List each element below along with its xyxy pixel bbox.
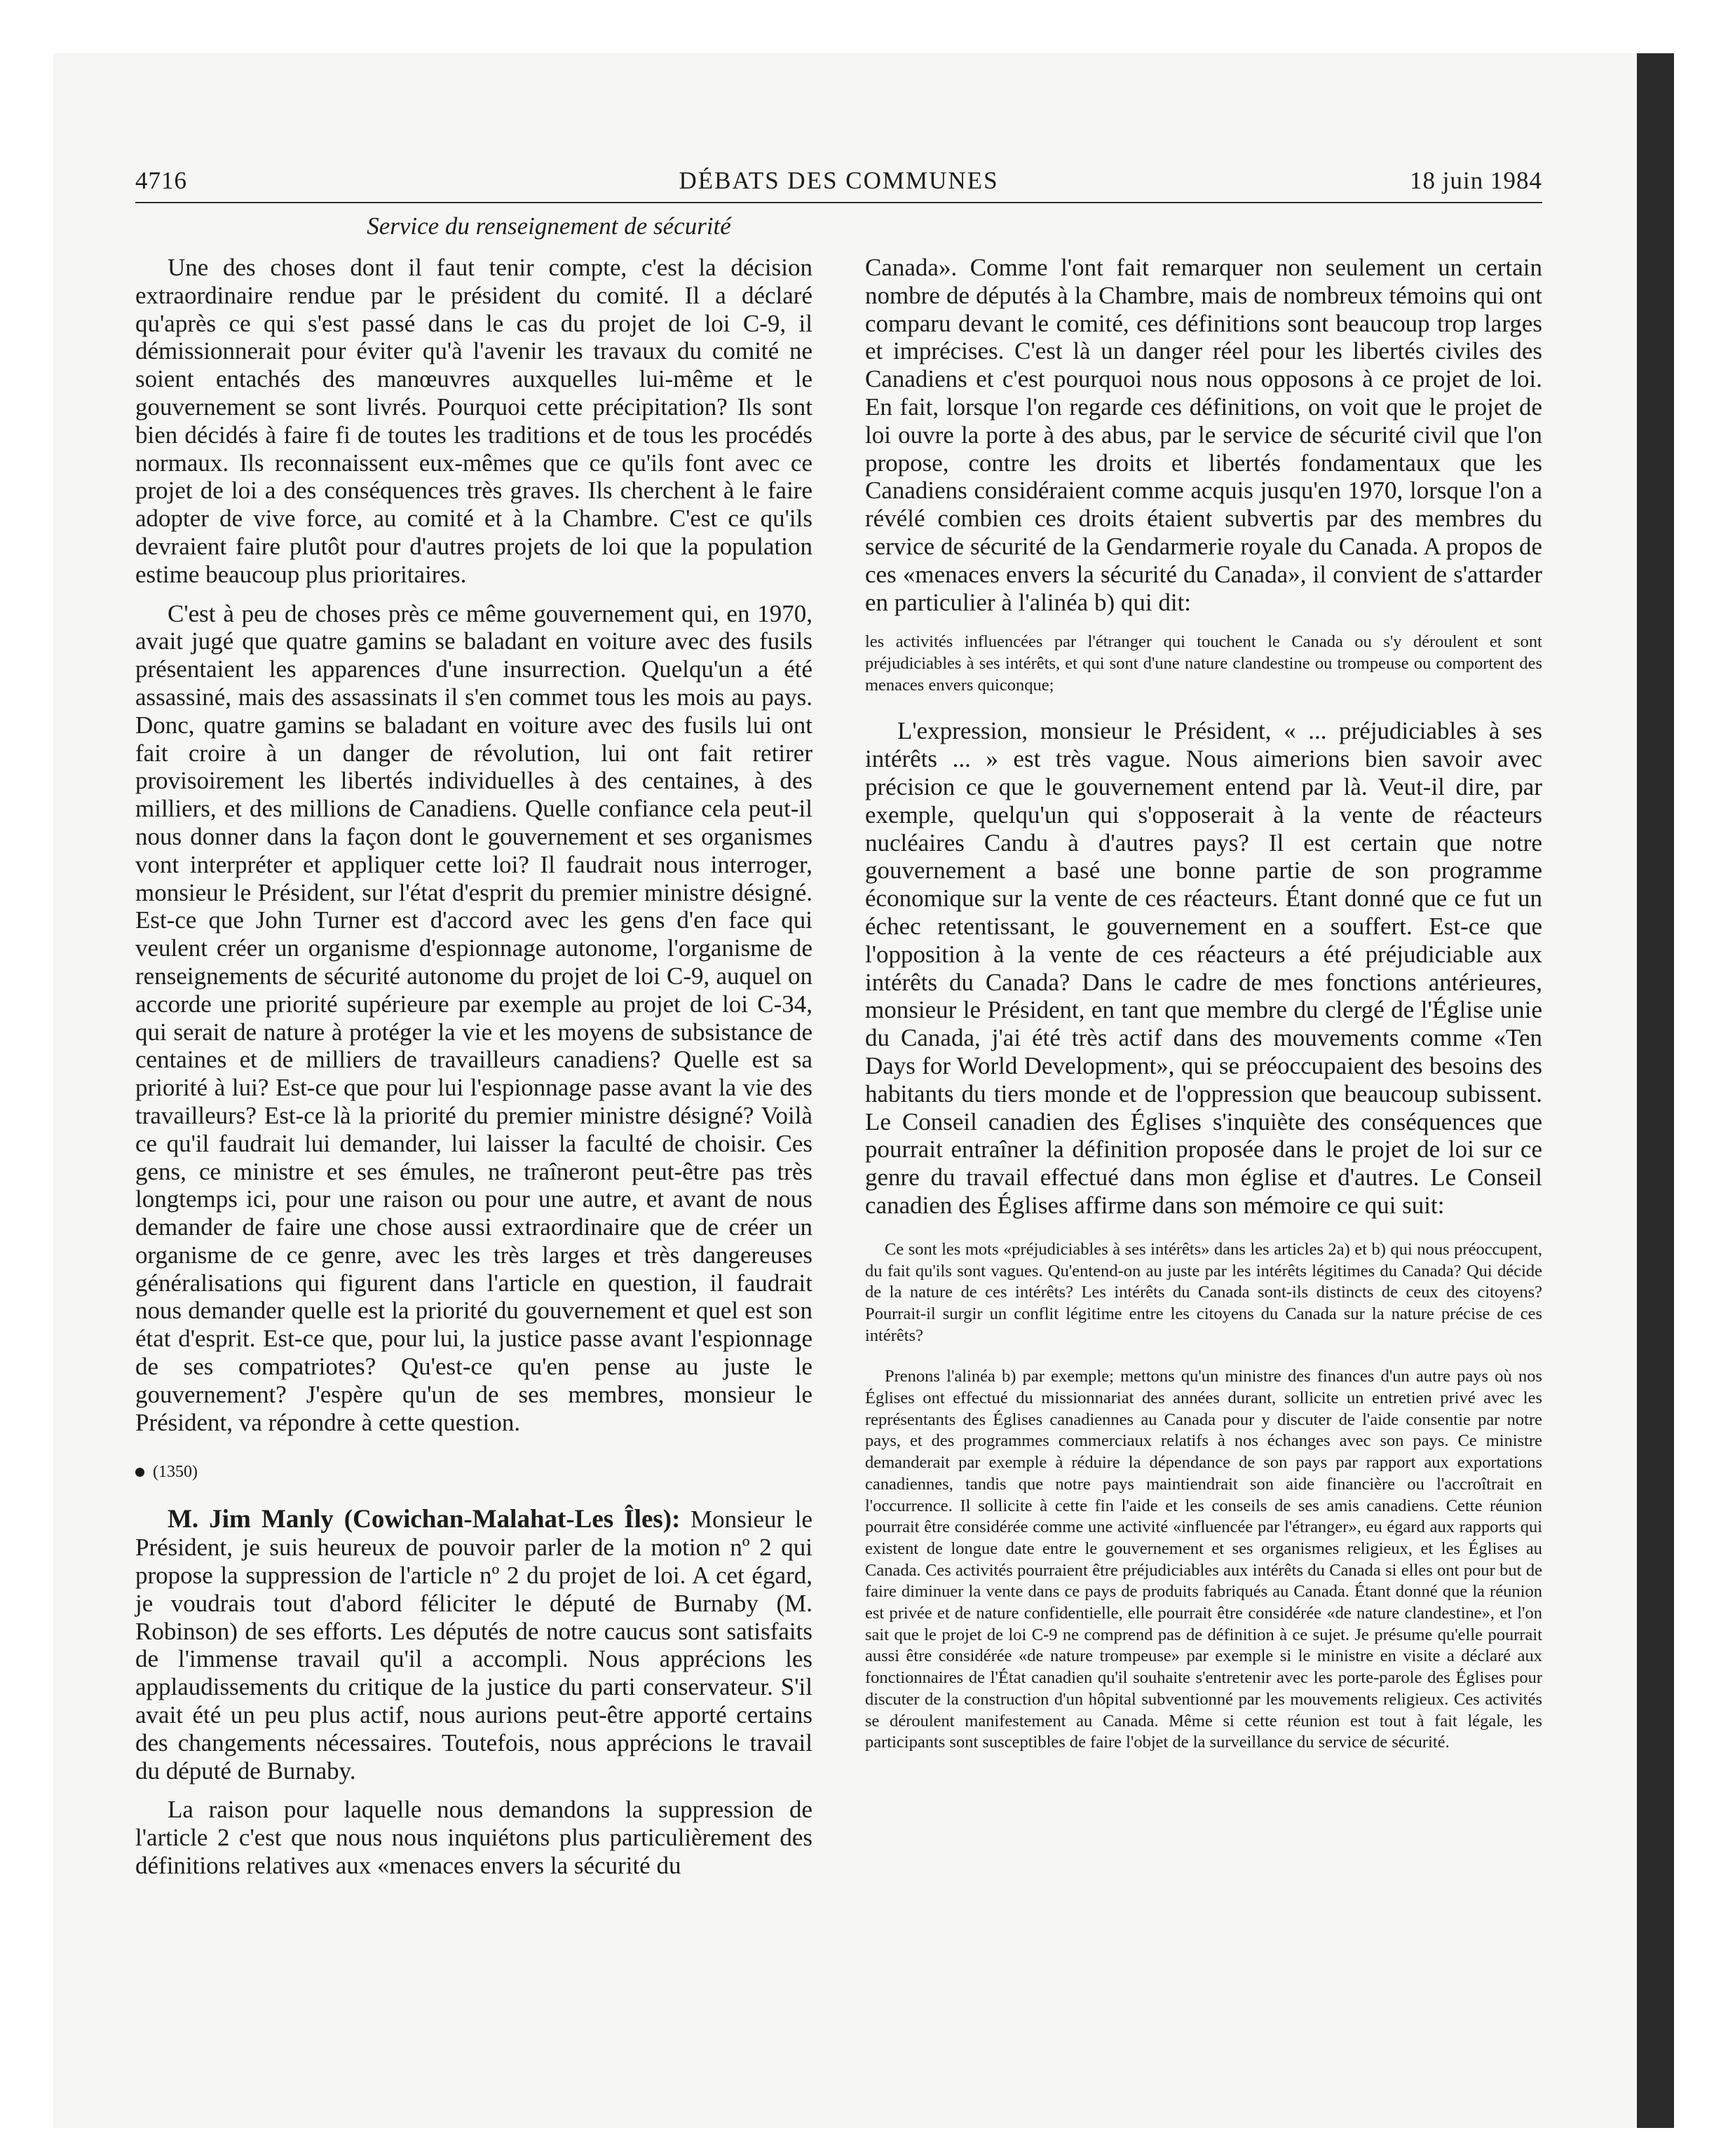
document-page [135,163,1542,1880]
speech-text: Monsieur le Président, je suis heureux de pouvoir parler de la motion nº 2 qui propose la suppression de l'article nº 2 du projet de loi. A cet égard, je voudrais tout d'abord féliciter le député de Burnaby (M. Robinson) de ses efforts. Les députés de notre caucus sont satisfaits de l'immense travail qu'il a accompli. Nous apprécions les applaudissements du critique de la justice du parti conservateur. S'il avait été un peu plus actif, nous aurions peut-être apporté certains des changements nécessaires. Toutefois, nous apprécions le travail du député de Burnaby. [135,1506,812,1785]
quoted-brief-1: Ce sont les mots «préjudiciables à ses intérêts» dans les articles 2a) et b) qui nous préoccupent, du fait qu'ils sont vagues. Qu'entend-on au juste par les intérêts légitimes du Canada? Qui décide de la nature de ces intérêts? Les intérêts du Canada sont-ils distincts de ceux des citoyens? Pourrait-il surgir un conflit légitime entre les citoyens du Canada sur la nature précise de ces intérêts? [865,1239,1542,1345]
left-paragraph-2: C'est à peu de choses près ce même gouvernement qui, en 1970, avait jugé que quatre gamins se baladant en voiture avec des fusils présentaient les apparences d'une insurrection. Quelqu'un a été assassiné, mais des assassinats il s'en commet tous les mois au pays. Donc, quatre gamins se baladant en voiture avec des fusils lui ont fait croire à un danger de révolution, lui ont fait retirer provisoirement les libertés individuelles à des centaines, à des milliers, et des millions de Canadiens. Quelle confiance cela peut-il nous donner dans la façon dont le gouvernement et ses organismes vont interpréter et appliquer cette loi? Il faudrait nous interroger, monsieur le Président, sur l'état d'esprit du premier ministre désigné. Est-ce que John Turner est d'accord avec les gens d'en face qui veulent créer un organisme d'espionnage autonome, l'organisme de renseignements de sécurité autonome du projet de loi C-9, auquel on accorde une priorité supérieure par exemple au projet de loi C-34, qui serait de nature à protéger la vie et les moyens de subsistance de centaines et de milliers de travailleurs canadiens? Quelle est sa priorité à lui? Est-ce que pour lui l'espionnage passe avant la vie des travailleurs? Est-ce là la priorité du premier ministre désigné? Voilà ce qu'il faudrait lui demander, lui laisser la faculté de choisir. Ces gens, ce ministre et ses émules, ne traîneront peut-être pas très longtemps ici, pour une raison ou pour une autre, et avant de nous demander de faire une chose aussi extraordinaire que de créer un organisme de ce genre, avec les très larges et très dangereuses généralisations qui figurent dans l'article en question, il faudrait nous demander quelle est la priorité du gouvernement et quel est son état d'esprit. Est-ce que, pour lui, la justice passe avant l'espionnage de ses compatriotes? Qu'est-ce qu'en pense au juste le gouvernement? J'espère qu'un de ses membres, monsieur le Président, va répondre à cette question. [135,599,812,1436]
publication-title: DÉBATS DES COMMUNES [679,167,999,194]
time-marker [135,1463,812,1482]
quoted-definition: les activités influencées par l'étranger qui touchent le Canada ou s'y déroulent et sont préjudiciables à ses intérêts, et qui sont d'une nature clandestine ou trompeuse ou comportent des menaces envers quiconque; [865,632,1542,695]
left-column [135,254,812,1880]
binding-edge-strip [1637,53,1674,2128]
time-marker-text: (1350) [153,1463,198,1482]
section-title: Service du renseignement de sécurité [367,212,731,240]
page-header [135,163,1542,203]
quoted-brief-2: Prenons l'alinéa b) par exemple; mettons qu'un ministre des finances d'un autre pays où nos Églises ont effectué du missionnariat des années durant, sollicite un entretien privé avec les représentants des Églises canadiennes au Canada pour y discuter de l'aide consentie par notre pays, et des programmes commerciaux relatifs à nos échanges avec son pays. Ce ministre demanderait par exemple à réduire la dépendance de son pays par rapport aux exportations canadiennes, tandis que notre pays maintiendrait son aide financière ou l'accroîtrait en l'occurrence. Il sollicite à cette fin l'aide et les conseils de ses amis canadiens. Cette réunion pourrait être considérée comme une activité «influencée par l'étranger», eu égard aux rapports qui existent de longue date entre le gouvernement et ses organismes religieux, et les Églises au Canada. Ces activités pourraient être préjudiciables aux intérêts du Canada si elles ont pour but de faire diminuer la vente dans ce pays de produits fabriqués au Canada. Étant donné que la réunion est privée et de nature confidentielle, elle pourrait être considérée «de nature clandestine», et l'on sait que le projet de loi C-9 ne comprend pas de définition à ce sujet. Je présume qu'elle pourrait aussi être considérée «de nature trompeuse» par exemple si le ministre en visite a déclaré aux fonctionnaires de l'État canadien qu'il souhaite s'entretenir avec les porte-parole des Églises pour discuter de la construction d'un hôpital subventionné par les mouvements religieux. Ces activités se déroulent manifestement au Canada. Même si cette réunion est tout à fait légale, les participants sont susceptibles de faire l'objet de la surveillance du service de sécurité. [865,1367,1542,1752]
right-paragraph-2: L'expression, monsieur le Président, « ... préjudiciables à ses intérêts ... » est très vague. Nous aimerions bien savoir avec précision ce que le gouvernement entend par là. Veut-il dire, par exemple, quelqu'un qui s'opposerait à la vente de réacteurs nucléaires Candu à d'autres pays? Il est certain que notre gouvernement a basé une bonne partie de son programme économique sur la vente de ces réacteurs. Étant donné que ce fut un échec retentissant, le gouvernement en a souffert. Est-ce que l'opposition à la vente de ces réacteurs a été préjudiciable aux intérêts du Canada? Dans le cadre de mes fonctions antérieures, monsieur le Président, en tant que membre du clergé de l'Église unie du Canada, j'ai été très actif dans des mouvements comme «Ten Days for World Development», qui se préoccupaient des besoins des habitants du tiers monde et de l'oppression que beaucoup subissent. Le Conseil canadien des Églises s'inquiète des conséquences que pourrait entraîner la définition proposée dans le projet de loi sur ce genre du travail effectué dans mon église et d'autres. Le Conseil canadien des Églises affirme dans son mémoire ce qui suit: [865,717,1542,1220]
page-number: 4716 [135,167,187,194]
header-date: 18 juin 1984 [1410,167,1542,194]
left-paragraph-1: Une des choses dont il faut tenir compte, c'est la décision extraordinaire rendue par le président du comité. Il a déclaré qu'après ce qui s'est passé dans le cas du projet de loi C-9, il démissionnerait pour éviter qu'à l'avenir les travaux du comité ne soient entachés des manœuvres auxquelles lui-même et le gouvernement se sont livrés. Pourquoi cette précipitation? Ils sont bien décidés à faire fi de toutes les traditions et de tous les procédés normaux. Ils reconnaissent eux-mêmes que ce qu'ils font avec ce projet de loi a des conséquences très graves. Ils cherchent à le faire adopter de vive force, au comité et à la Chambre. C'est ce qu'ils devraient faire plutôt pour d'autres projets de loi que la population estime beaucoup plus prioritaires. [135,254,812,588]
left-paragraph-4: La raison pour laquelle nous demandons la suppression de l'article 2 c'est que nous nous inquiétons plus particulièrement des définitions relatives aux «menaces envers la sécurité du [135,1796,812,1880]
right-column [865,254,1542,1754]
right-paragraph-1: Canada». Comme l'ont fait remarquer non seulement un certain nombre de députés à la Chambre, mais de nombreux témoins qui ont comparu devant le comité, ces définitions sont beaucoup trop larges et imprécises. C'est là un danger réel pour les libertés civiles des Canadiens et c'est pourquoi nous nous opposons à ce projet de loi. En fait, lorsque l'on regarde ces définitions, on voit que le projet de loi ouvre la porte à des abus, par le service de sécurité civil que l'on propose, contre les droits et libertés fondamentaux que les Canadiens considéraient comme acquis jusqu'en 1970, lorsque l'on a révélé combien ces droits étaient subvertis par des membres du service de sécurité de la Gendarmerie royale du Canada. A propos de ces «menaces envers la sécurité du Canada», il convient de s'attarder en particulier à l'alinéa b) qui dit: [865,254,1542,616]
bullet-icon [135,1468,144,1477]
speaker-name: M. Jim Manly (Cowichan-Malahat-Les Îles): [168,1505,681,1534]
left-paragraph-3 [135,1506,812,1785]
